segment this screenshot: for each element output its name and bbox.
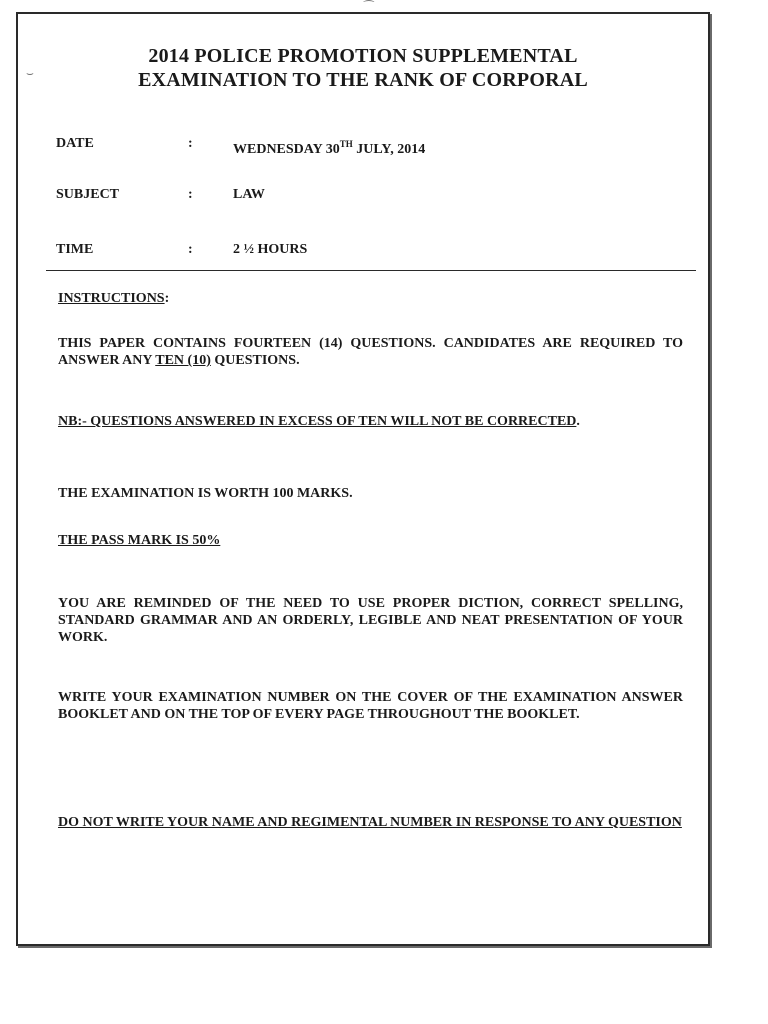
pass-mark-text: THE PASS MARK IS 50% bbox=[58, 533, 221, 548]
subject-colon: : bbox=[188, 187, 193, 202]
instructions-heading-text: INSTRUCTIONS bbox=[58, 291, 165, 306]
scan-artifact-top: ⁀ bbox=[364, 0, 374, 14]
date-value-suffix: TH bbox=[339, 139, 353, 149]
pass-mark-statement bbox=[58, 532, 683, 549]
date-colon: : bbox=[188, 136, 193, 151]
questions-instruction-start: THIS PAPER CONTAINS FOURTEEN (14) QUESTIONS. CANDIDATES ARE REQUIRED TO ANSWER ANY bbox=[58, 336, 683, 368]
instructions-heading bbox=[58, 290, 683, 307]
time-colon: : bbox=[188, 242, 193, 257]
marks-statement: THE EXAMINATION IS WORTH 100 MARKS. bbox=[58, 486, 353, 501]
instructions-heading-colon: : bbox=[164, 291, 170, 306]
time-label: TIME bbox=[56, 242, 94, 257]
diction-reminder: YOU ARE REMINDED OF THE NEED TO USE PROPER DICTION, CORRECT SPELLING, STANDARD GRAMMAR AND AN ORDERLY, LEGIBLE AND NEAT PRESENTATION OF YOUR WORK. bbox=[58, 596, 683, 645]
nb-note-text: NB:- QUESTIONS ANSWERED IN EXCESS OF TEN WILL NOT BE CORRECTED bbox=[58, 414, 577, 429]
time-value: 2 ½ HOURS bbox=[233, 242, 308, 257]
title-line-2: EXAMINATION TO THE RANK OF CORPORAL bbox=[138, 69, 588, 91]
nb-note bbox=[58, 413, 683, 430]
title-line-1: 2014 POLICE PROMOTION SUPPLEMENTAL bbox=[148, 45, 578, 67]
no-name-warning-text: DO NOT WRITE YOUR NAME AND REGIMENTAL NUMBER IN RESPONSE TO ANY QUESTION bbox=[58, 815, 682, 830]
scan-artifact-left: ⌣ bbox=[26, 66, 34, 80]
nb-note-end: . bbox=[576, 414, 580, 429]
questions-instruction-end: QUESTIONS. bbox=[210, 353, 300, 368]
subject-label: SUBJECT bbox=[56, 187, 120, 202]
page-title bbox=[18, 44, 708, 92]
subject-value: LAW bbox=[233, 187, 265, 202]
date-label: DATE bbox=[56, 136, 94, 151]
header-divider bbox=[46, 270, 696, 271]
date-value-month-year: JULY, 2014 bbox=[352, 142, 426, 157]
exam-number-instruction: WRITE YOUR EXAMINATION NUMBER ON THE COVER OF THE EXAMINATION ANSWER BOOKLET AND ON THE TOP OF EVERY PAGE THROUGHOUT THE BOOKLET. bbox=[58, 690, 683, 722]
questions-required-count: TEN (10) bbox=[155, 353, 211, 368]
date-value-day: WEDNESDAY 30 bbox=[233, 142, 340, 157]
document-frame bbox=[16, 12, 710, 946]
questions-instruction bbox=[58, 335, 683, 369]
no-name-warning bbox=[58, 814, 683, 831]
date-value bbox=[233, 135, 425, 159]
